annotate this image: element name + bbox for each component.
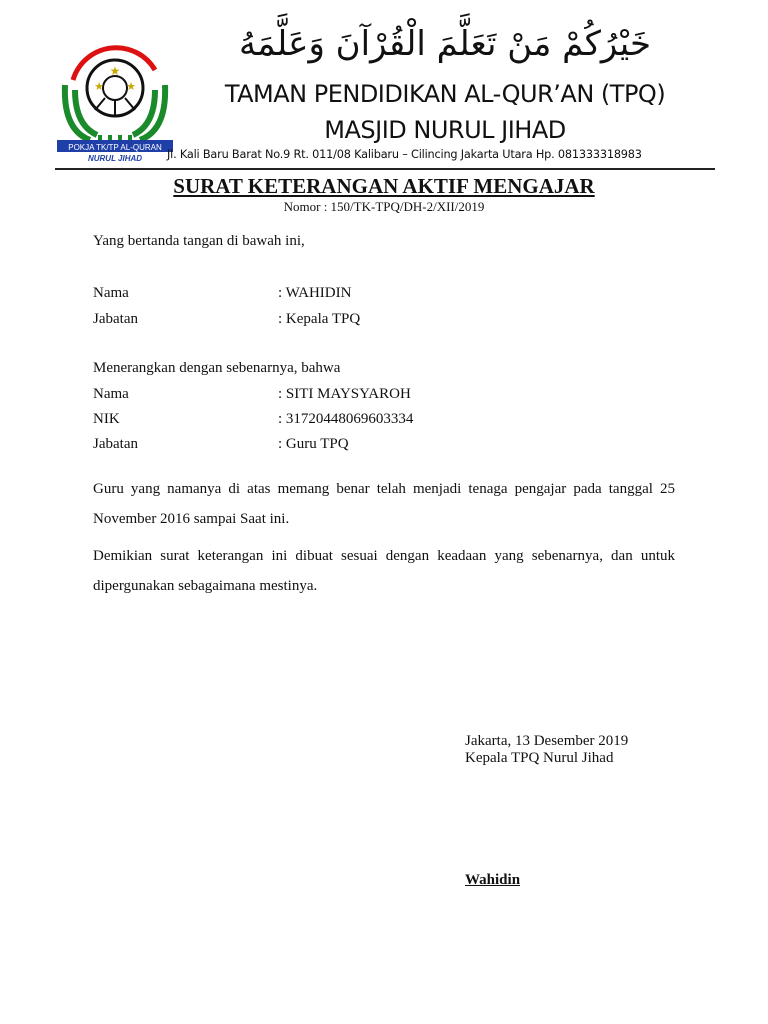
mosque-name: MASJID NURUL JIHAD [324,116,566,144]
tpq-logo [55,40,175,165]
subject-position-value: : Guru TPQ [278,436,349,452]
subject-nik-label: NIK [93,411,120,427]
intro-text: Yang bertanda tangan di bawah ini, [93,233,305,249]
signer-position-label: Jabatan [93,311,138,327]
subject-name-label: Nama [93,386,129,402]
closing-paragraph: Demikian surat keterangan ini dibuat sesuai dengan keadaan yang sebenarnya, dan untuk dipergunakan sebagaimana mestinya. [93,548,675,594]
signature-name: Wahidin [465,872,521,888]
svg-text:★: ★ [109,64,121,78]
arabic-calligraphy: خَيْرُكُمْ مَنْ تَعَلَّمَ الْقُرْآنَ وَعَلَّمَهُ [239,24,651,64]
letter-number: Nomor : 150/TK-TPQ/DH-2/XII/2019 [283,199,485,214]
svg-text:NURUL JIHAD: NURUL JIHAD [87,154,143,163]
svg-text:POKJA TK/TP AL-QURAN: POKJA TK/TP AL-QURAN [68,143,162,152]
statement-paragraph: Guru yang namanya di atas memang benar telah menjadi tenaga pengajar pada tanggal 25 November 2016 sampai Saat ini. [93,481,675,527]
subject-nik-value: : 31720448069603334 [278,411,414,427]
subject-name-value: : SITI MAYSYAROH [278,386,411,402]
subject-position-label: Jabatan [93,436,138,452]
address: Jl. Kali Baru Barat No.9 Rt. 011/08 Kalibaru – Cilincing Jakarta Utara Hp. 081333318983 [167,148,642,161]
svg-text:★: ★ [126,81,136,93]
signature-place-date: Jakarta, 13 Desember 2019 [465,733,629,749]
states-text: Menerangkan dengan sebenarnya, bahwa [93,360,341,376]
signer-name-label: Nama [93,285,129,301]
signer-position-value: : Kepala TPQ [278,311,361,327]
signature-position: Kepala TPQ Nurul Jihad [465,750,614,766]
institution-name: TAMAN PENDIDIKAN AL-QUR’AN (TPQ) [224,80,666,108]
letter-title: SURAT KETERANGAN AKTIF MENGAJAR [173,174,595,198]
header-divider [55,168,715,170]
svg-text:★: ★ [94,81,104,93]
signer-name-value: : WAHIDIN [278,285,352,301]
